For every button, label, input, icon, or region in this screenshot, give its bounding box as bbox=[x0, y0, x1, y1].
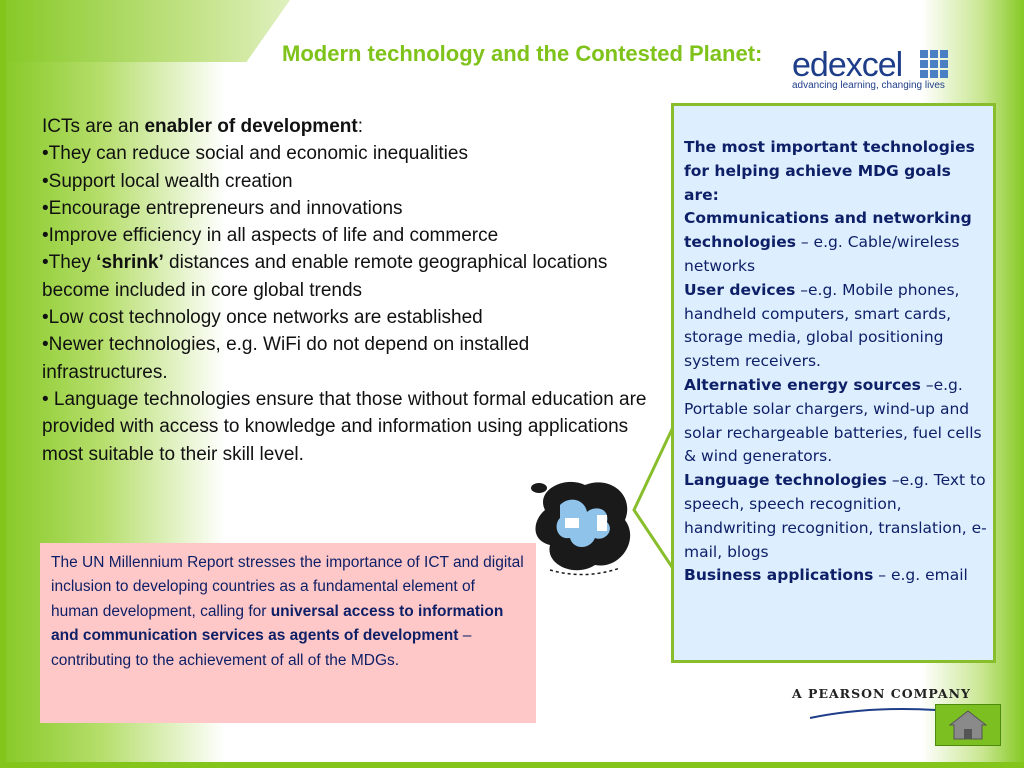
home-icon bbox=[936, 705, 1000, 745]
technologies-callout bbox=[671, 103, 996, 663]
logo-tagline: advancing learning, changing lives bbox=[792, 80, 945, 91]
main-bullet-text bbox=[42, 113, 647, 468]
bullet-4: •Improve efficiency in all aspects of life and commerce bbox=[42, 225, 499, 247]
un-millennium-text: The UN Millennium Report stresses the importance of ICT and digital inclusion to developing countries as a fundamental element of human development, calling for universal access to information and communication services as agents of development – contributing to the achievement of all of the MDGs. bbox=[51, 554, 524, 669]
intro-bold: enabler of development bbox=[144, 116, 358, 137]
pearson-company-label: A PEARSON COMPANY bbox=[792, 686, 971, 701]
callout-item-alternative-energy: Alternative energy sources –e.g. Portable solar chargers, wind-up and solar rechargeable batteries, fuel cells & wind generators. bbox=[684, 375, 982, 466]
bullet-5-bold: ‘shrink’ bbox=[96, 252, 164, 274]
callout-item-user-devices: User devices –e.g. Mobile phones, handheld computers, smart cards, storage media, global positioning system receivers. bbox=[684, 280, 960, 371]
logo-grid-icon bbox=[920, 50, 948, 78]
left-border-bar bbox=[0, 0, 6, 768]
intro-line bbox=[42, 113, 647, 140]
edexcel-logo bbox=[792, 46, 962, 96]
home-button[interactable] bbox=[935, 704, 1001, 746]
pearson-swoosh bbox=[808, 702, 938, 722]
intro-pre: ICTs are an bbox=[42, 116, 145, 137]
logo-word: edexcel bbox=[792, 46, 903, 84]
callout-heading: The most important technologies for helping achieve MDG goals are: bbox=[684, 138, 975, 204]
bullet-8: • Language technologies ensure that those without formal education are provided with access to knowledge and information using applications most suitable to their skill level. bbox=[42, 388, 647, 465]
bullet-5 bbox=[42, 249, 647, 304]
bottom-border-bar bbox=[0, 762, 1024, 768]
bullet-2: •Support local wealth creation bbox=[42, 170, 293, 192]
bullet-7: •Newer technologies, e.g. WiFi do not depend on installed infrastructures. bbox=[42, 334, 530, 383]
callout-item-language: Language technologies –e.g. Text to speech, speech recognition, handwriting recognition, translation, e-mail, blogs bbox=[684, 471, 987, 561]
top-left-tab-decoration bbox=[0, 0, 290, 62]
bullet-3: •Encourage entrepreneurs and innovations bbox=[42, 197, 403, 219]
bullet-1: •They can reduce social and economic inequalities bbox=[42, 143, 468, 165]
callout-item-communications: Communications and networking technologies – e.g. Cable/wireless networks bbox=[684, 209, 972, 275]
clipart-figure-icon bbox=[525, 470, 645, 580]
bullet-6: •Low cost technology once networks are established bbox=[42, 307, 483, 329]
bullet-5-post: distances and enable remote geographical locations become included in core global trends bbox=[42, 252, 608, 301]
intro-post: : bbox=[357, 116, 363, 137]
callout-item-business: Business applications – e.g. email bbox=[684, 566, 968, 585]
bullet-5-pre: •They bbox=[42, 252, 97, 274]
un-millennium-note bbox=[40, 543, 536, 723]
slide-title: Modern technology and the Contested Planet: bbox=[282, 41, 763, 66]
